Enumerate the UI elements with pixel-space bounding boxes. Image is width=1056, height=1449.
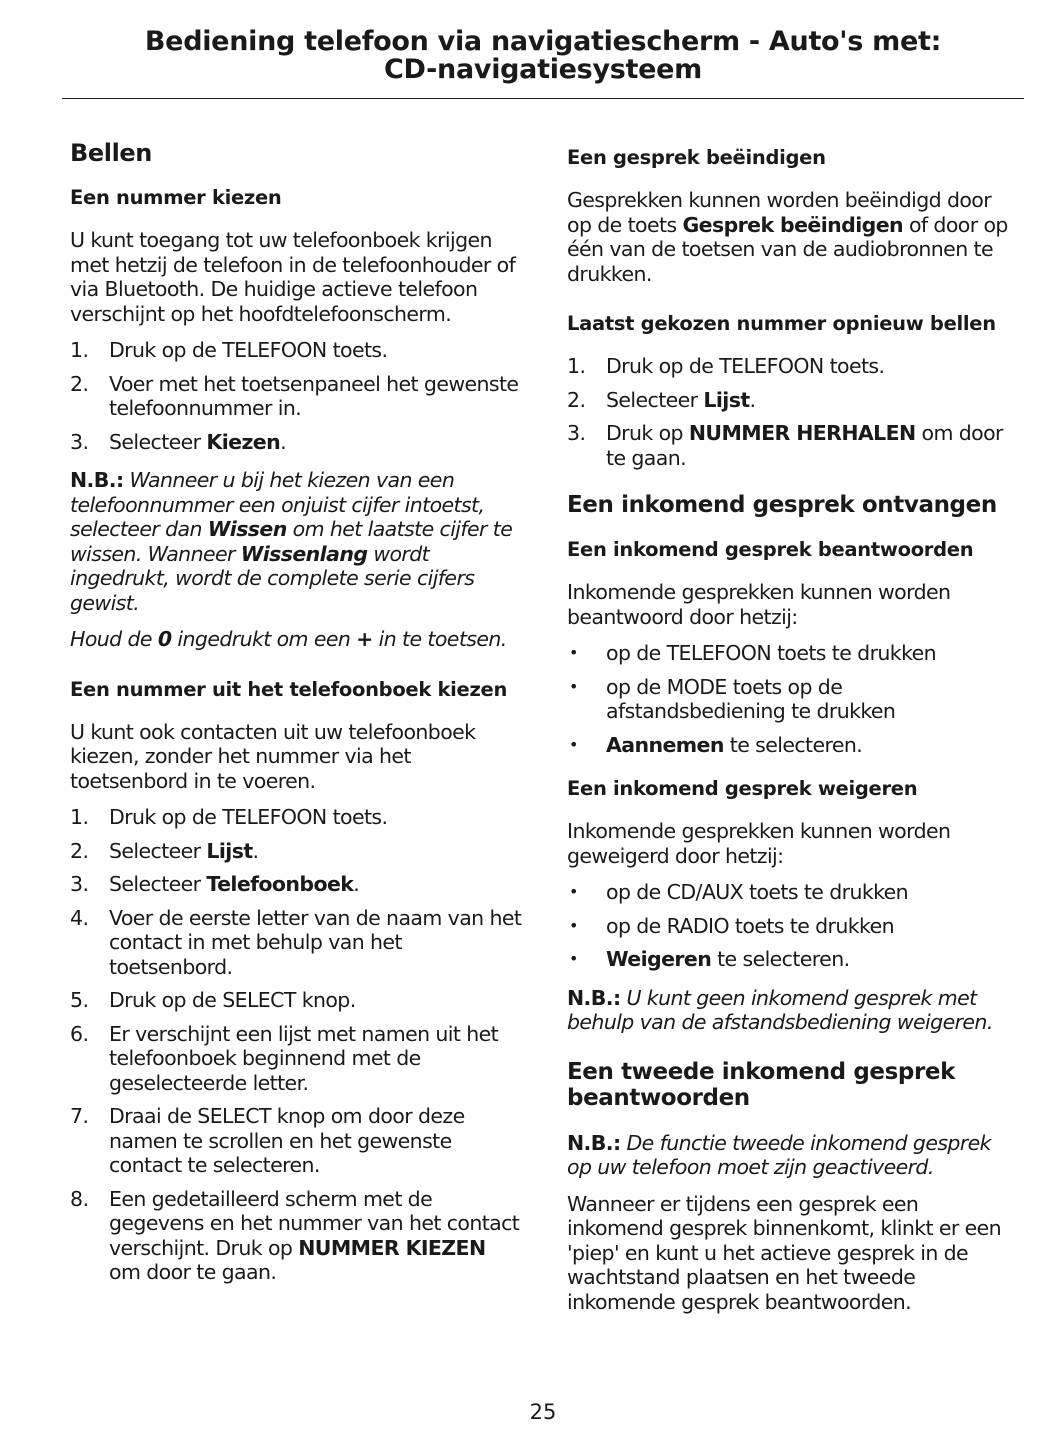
step-text-end: . [353,872,360,896]
step-number: 2. [70,838,89,863]
subheading-gesprek-beeindigen: Een gesprek beëindigen [567,146,826,169]
subheading-opnieuw-bellen: Laatst gekozen nummer opnieuw bellen [567,312,996,335]
key-label-weigeren: Weigeren [606,947,712,971]
note-plus [70,627,522,652]
step-number: 6. [70,1021,89,1046]
page-title-line-1: Bediening telefoon via navigatiescherm - Auto's met: [144,26,942,57]
paragraph-beantwoorden: Inkomende gesprekken kunnen worden beantwoord door hetzij: [567,580,951,629]
page-header [62,28,1024,84]
note-text: in te toetsen. [372,627,507,651]
step-text: Voer met het toetsenpaneel het gewenste telefoonnummer in. [109,371,519,420]
note-label: N.B.: [567,1130,621,1155]
note-text: U kunt geen inkomend gesprek met behulp van de afstandsbediening weigeren. [567,985,993,1034]
list-item [567,733,1019,758]
section-heading-tweede-gesprek: Een tweede inkomend gesprek beantwoorden [567,1058,956,1111]
paragraph-weigeren: Inkomende gesprekken kunnen worden geweigerd door hetzij: [567,819,951,868]
bullet-text: te selecteren. [723,732,863,757]
key-label-wissen: Wissen [207,517,287,541]
note-tweede-gesprek [567,1131,1019,1180]
step-text: Selecteer [109,838,207,863]
steps-telefoonboek [70,805,522,1285]
subheading-nummer-kiezen: Een nummer kiezen [70,186,282,209]
steps-nummer-kiezen [70,338,522,454]
list-item [567,354,1019,379]
step-number: 4. [70,905,89,930]
bullet: • [569,676,578,696]
key-label-aannemen: Aannemen [606,732,724,757]
left-column [70,140,522,1299]
note-text: om het laatste cijfer te wissen. Wanneer [70,517,513,566]
key-label-wissenlang: Wissenlang [240,541,368,566]
step-text-end: . [749,387,756,412]
step-number: 2. [567,387,586,412]
paragraph-intro-kiezen: U kunt toegang tot uw telefoonboek krijgen met hetzij de telefoon in de telefoonhouder of via Bluetooth. De huidige actieve telefoon verschijnt op het hoofdtelefoonscherm. [70,228,516,326]
step-text-end: om door te gaan. [606,421,1003,470]
note-wissen [70,468,522,615]
step-number: 1. [70,805,89,829]
step-text: Druk op de TELEFOON toets. [606,354,885,378]
step-number: 1. [70,338,89,362]
key-label-lijst: Lijst [703,387,750,412]
key-label-zero: 0 [157,627,172,651]
list-item [70,430,522,455]
step-text: Selecteer [109,429,207,454]
paragraph-tweede-gesprek: Wanneer er tijdens een gesprek een inkomend gesprek binnenkomt, klinkt er een 'piep' en kunt u het actieve gesprek in de wachtstand plaatsen en het tweede inkomende gesprek beantwoorden. [567,1191,1002,1314]
step-number: 3. [70,429,89,454]
step-number: 3. [70,872,89,896]
subheading-telefoonboek: Een nummer uit het telefoonboek kiezen [70,677,508,701]
subheading-beantwoorden: Een inkomend gesprek beantwoorden [567,538,974,561]
step-text: Druk op de TELEFOON toets. [109,805,388,829]
bullet: • [569,643,578,662]
step-number: 2. [70,371,89,396]
key-label-telefoonboek: Telefoonboek [206,872,354,896]
step-text-end: . [280,429,286,454]
bullet: • [569,915,578,935]
step-text: Druk op [606,421,689,445]
list-item [70,988,522,1013]
note-text: Houd de [70,627,158,651]
bullet: • [569,949,578,968]
bullet-text: op de CD/AUX toets te drukken [606,880,909,904]
note-label: N.B.: [567,985,621,1010]
steps-opnieuw-bellen [567,354,1019,470]
step-text: Een gedetailleerd scherm met de gegevens en het nummer van het contact verschijnt. Druk op [109,1186,520,1260]
bullets-weigeren [567,880,1019,972]
page-title-line-2: CD-navigatiesysteem [384,54,702,85]
step-text-end: om door te gaan. [109,1260,277,1284]
paragraph-text: of door op één van de toetsen van de audiobronnen te drukken. [567,212,1008,286]
list-item [70,1022,522,1096]
step-text: Er verschijnt een lijst met namen uit het telefoonboek beginnend met de geselecteerde letter. [109,1021,499,1095]
note-label: N.B.: [70,468,124,492]
step-text: Voer de eerste letter van de naam van het contact in met behulp van het toetsenbord. [109,905,522,979]
bullet-text: op de RADIO toets te drukken [606,913,894,938]
list-item [70,338,522,363]
step-number: 3. [567,421,586,445]
list-item [70,872,522,897]
list-item [70,1187,522,1285]
bullet-text: te selecteren. [711,947,850,971]
bullet: • [569,882,578,901]
step-number: 7. [70,1104,89,1128]
key-label-gesprek-beeindigen: Gesprek beëindigen [682,212,904,237]
list-item [567,914,1019,939]
key-label-nummer-kiezen: NUMMER KIEZEN [298,1235,486,1260]
step-number: 8. [70,1186,89,1211]
note-text: De functie tweede inkomend gesprek op uw telefoon moet zijn geactiveerd. [567,1130,991,1179]
list-item [70,1104,522,1178]
note-text: Wanneer u bij het kiezen van een telefoonnummer een onjuist cijfer intoetst, selecteer dan [70,468,485,541]
step-text: Druk op de TELEFOON toets. [109,338,388,362]
step-text: Druk op de SELECT knop. [109,988,356,1012]
section-heading-bellen: Bellen [70,139,152,167]
bullet-text: op de MODE toets op de afstandsbediening te drukken [606,674,896,723]
key-label-kiezen: Kiezen [206,429,281,454]
page-number: 25 [529,1400,557,1424]
paragraph-intro-telefoonboek: U kunt ook contacten uit uw telefoonboek kiezen, zonder het nummer via het toetsenbord in te voeren. [70,719,476,793]
step-text: Selecteer [109,872,207,896]
note-text: wordt ingedrukt, wordt de complete serie cijfers gewist. [70,541,475,615]
subheading-weigeren: Een inkomend gesprek weigeren [567,777,918,800]
list-item [567,421,1019,470]
step-text: Draai de SELECT knop om door deze namen te scrollen en het gewenste contact te selecteren. [109,1104,465,1177]
list-item [70,839,522,864]
note-text: ingedrukt om een [171,627,357,651]
step-number: 5. [70,988,89,1012]
section-heading-inkomend: Een inkomend gesprek ontvangen [567,492,997,518]
list-item [567,947,1019,972]
bullet: • [569,734,578,754]
right-column [567,140,1019,1326]
header-divider [62,98,1024,99]
key-label-lijst: Lijst [206,838,253,863]
list-item [567,880,1019,905]
paragraph-text: Gesprekken kunnen worden beëindigd door op de toets [567,188,992,237]
note-afstandsbediening [567,986,1019,1035]
list-item [70,906,522,980]
list-item [567,641,1019,666]
bullets-beantwoorden [567,641,1019,757]
list-item [567,675,1019,724]
key-label-plus: + [356,627,373,651]
step-text-end: . [252,838,259,863]
list-item [70,372,522,421]
bullet-text: op de TELEFOON toets te drukken [606,641,937,665]
list-item [567,388,1019,413]
step-text: Selecteer [606,387,704,412]
list-item [70,805,522,830]
key-label-nummer-herhalen: NUMMER HERHALEN [688,421,916,445]
step-number: 1. [567,354,586,378]
paragraph-gesprek-beeindigen [567,188,1019,286]
